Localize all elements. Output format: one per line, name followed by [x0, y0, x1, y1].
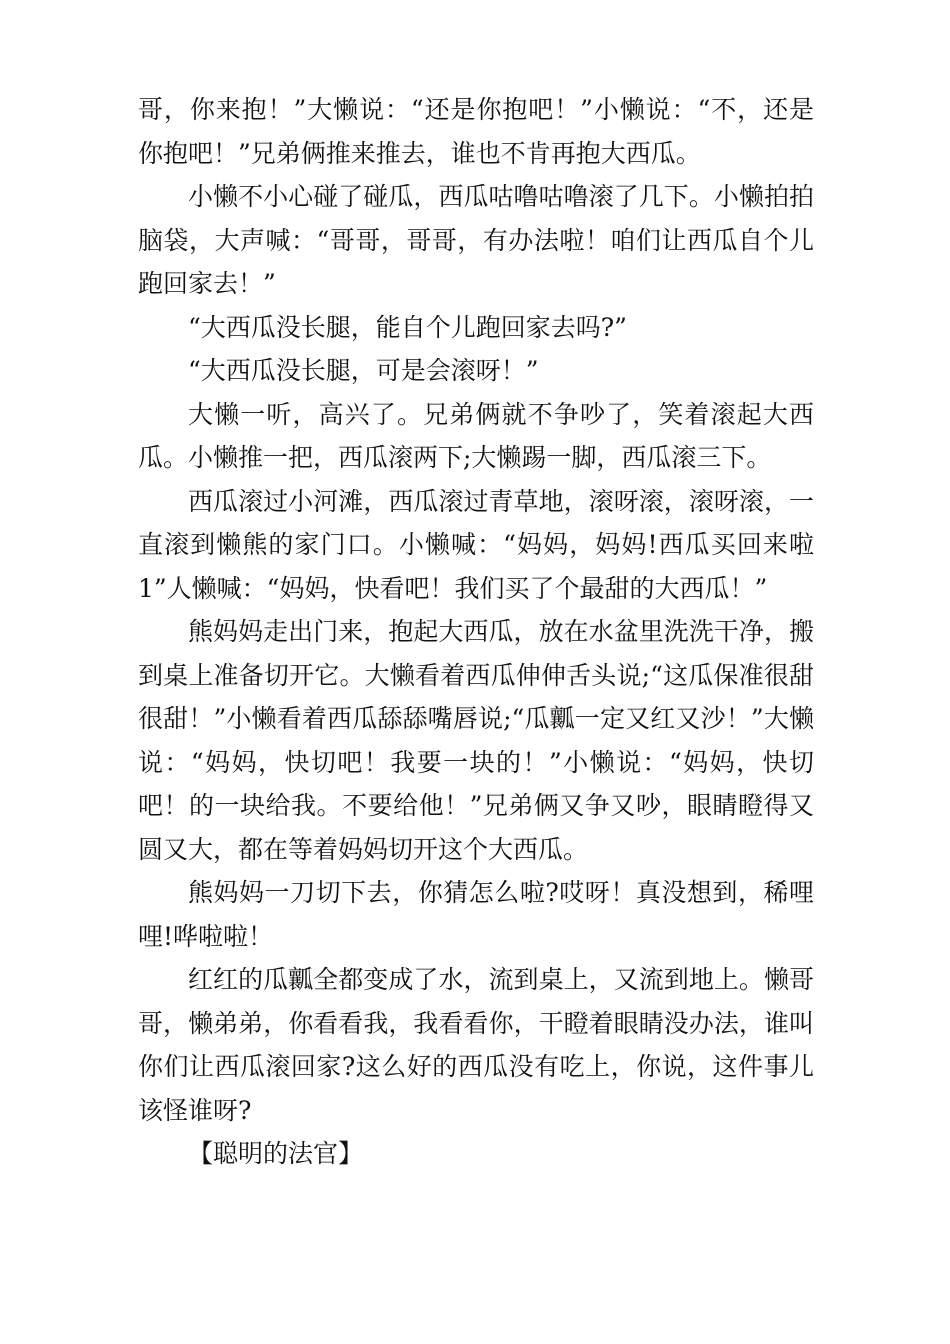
paragraph-3: “大西瓜没长腿，能自个儿跑回家去吗?” [188, 312, 627, 342]
paragraph-8: 熊妈妈一刀切下去，你猜怎么啦?哎呀！真没想到，稀哩哩!哗啦啦！ [138, 878, 814, 951]
paragraph-6: 西瓜滚过小河滩，西瓜滚过青草地，滚呀滚，滚呀滚，一直滚到懒熊的家门口。小懒喊：“妈妈，妈妈!西瓜买回来啦1”人懒喊：“妈妈，快看吧！我们买了个最甜的大西瓜！” [138, 486, 814, 603]
paragraph-5: 大懒一听，高兴了。兄弟俩就不争吵了，笑着滚起大西瓜。小懒推一把，西瓜滚两下;大懒踢一脚，西瓜滚三下。 [138, 399, 814, 472]
section-heading: 【聪明的法官】 [188, 1139, 364, 1168]
paragraph-9: 红红的瓜瓤全都变成了水，流到桌上，又流到地上。懒哥哥，懒弟弟，你看看我，我看看你，干瞪着眼睛没办法，谁叫你们让西瓜滚回家?这么好的西瓜没有吃上，你说，这件事儿该怪谁呀? [138, 965, 814, 1125]
paragraph-7: 熊妈妈走出门来，抱起大西瓜，放在水盆里洗洗干净，搬到桌上准备切开它。大懒看着西瓜伸伸舌头说;“这瓜保准很甜很甜！”小懒看着西瓜舔舔嘴唇说;“瓜瓤一定又红又沙！”大懒说：“妈妈，快切吧！我要一块的！”小懒说：“妈妈，快切吧！的一块给我。不要给他！”兄弟俩又争又吵，眼睛瞪得又圆又大，都在等着妈妈切开这个大西瓜。 [138, 617, 814, 864]
paragraph-1: 哥，你来抱！”大懒说：“还是你抱吧！”小懒说：“不，还是你抱吧！”兄弟俩推来推去，谁也不肯再抱大西瓜。 [138, 95, 814, 168]
paragraph-4: “大西瓜没长腿，可是会滚呀！” [188, 356, 539, 385]
text-column [138, 88, 814, 1176]
paragraph-2: 小懒不小心碰了碰瓜，西瓜咕噜咕噜滚了几下。小懒拍拍脑袋，大声喊：“哥哥，哥哥，有办法啦！咱们让西瓜自个儿跑回家去！” [138, 182, 814, 298]
